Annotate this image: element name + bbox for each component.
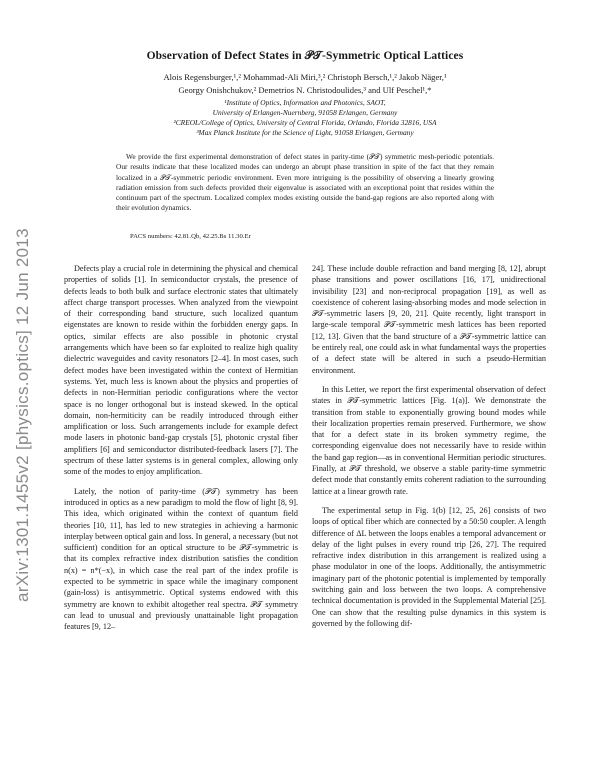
paper-title: Observation of Defect States in 𝒫𝒯-Symmetric Optical Lattices [146, 50, 464, 62]
author-line: Georgy Onishchukov,² Demetrios N. Christodoulides,³ and Ulf Peschel¹,* [178, 84, 432, 95]
affiliation-line: ³Max Planck Institute for the Science of Light, 91058 Erlangen, Germany [196, 128, 414, 137]
body-paragraph: In this Letter, we report the first experimental observation of defect states in 𝒫𝒯-symmetric lattices [Fig. 1(a)]. We demonstrate the transition from stable to exponentially growing bound modes while their localization properties remain preserved. Furthermore, we show that for a defect state in its broken symmetry regime, the corresponding eigenvalue does not necessarily have to reside within the band gap region—as in conventional Hermitian periodic structures. Finally, at 𝒫𝒯 threshold, we observe a stable parity-time symmetric defect mode that constantly emits coherent radiation to the surrounding lattice at a linear growth rate. [312, 384, 546, 496]
right-column [312, 263, 546, 637]
affiliation-line: University of Erlangen-Nuernberg, 91058 Erlangen, Germany [212, 108, 398, 117]
affiliation-line: ²CREOL/College of Optics, University of Central Florida, Orlando, Florida 32816, USA [173, 118, 437, 127]
pacs-numbers: PACS numbers: 42.81.Qb, 42.25.Bs 11.30.Er [130, 233, 251, 240]
author-list [60, 71, 550, 96]
affiliation-list [60, 98, 550, 138]
body-paragraph: Defects play a crucial role in determining the physical and chemical properties of solids [1]. In semiconductor crystals, the presence of defects leads to both bulk and surface electronic states that ultimately affect charge transport processes. When analyzed from the viewpoint of their corresponding band structure, such localized quantum eigenstates are known to reside within the forbidden energy gaps. In optics, similar effects are also possible in photonic crystal arrangements which have been so far exploited to realize high quality dielectric waveguides and cavity resonators [2–4]. In most cases, such defect modes have been investigated within the context of Hermitian systems. Yet, much less is known about the physics and properties of defects in non-Hermitian periodic configurations where the vector space is no longer orthogonal but is instead skewed. In the optical domain, non-hermiticity can be readily introduced through either amplification or loss. Such arrangements include for example defect mode lasers in photonic band-gap crystals [5], photonic crystal fiber amplifiers [6] and semiconductor distributed-feedback lasers [7]. The spectrum of these latter systems is in general complex, allowing only some of the modes to enjoy amplification. [64, 264, 298, 477]
author-line: Alois Regensburger,¹,² Mohammad-Ali Miri,³,² Christoph Bersch,¹,² Jakob Näger,¹ [163, 72, 447, 82]
arxiv-side-stamp [6, 228, 40, 602]
affiliation-line: ¹Institute of Optics, Information and Photonics, SAOT, [224, 98, 386, 107]
arxiv-identifier: arXiv:1301.1455v2 [physics.optics] 12 Jun 2013 [13, 228, 32, 602]
left-column [64, 263, 298, 641]
body-paragraph: The experimental setup in Fig. 1(b) [12, 25, 26] consists of two loops of optical fiber which are connected by a 50:50 coupler. A length difference of ΔL between the loops enables a temporal advancement or delay of the light pulses in every round trip [26, 27]. The required refractive index distribution in this arrangement is realized using a phase modulator in one of the loops. Additionally, the antisymmetric imaginary part of the photonic potential is implemented by temporally switching gain and loss between the two loops. A comprehensive technical documentation is provided in the Supplemental Material [25]. One can show that the resulting pulse dynamics in this system is governed by the following dif- [312, 505, 546, 628]
body-paragraph: 24]. These include double refraction and band merging [8, 12], abrupt phase transitions and power oscillations [16, 17], unidirectional invisibility [23] and non-reciprocal propagation [19], as well as coexistence of coherent lasing-absorbing modes and mode selection in 𝒫𝒯-symmetric lasers [9, 20, 21]. Quite recently, light transport in large-scale temporal 𝒫𝒯-symmetric mesh lattices has been reported [12, 13]. Given that the band structure of a 𝒫𝒯-symmetric lattice can be entirely real, one could ask in what fundamental ways the properties of a defect state will be altered in such a pseudo-Hermitian environment. [312, 264, 546, 375]
body-paragraph: Lately, the notion of parity-time (𝒫𝒯) symmetry has been introduced in optics as a new paradigm to mold the flow of light [8, 9]. This idea, which originated within the context of quantum field theories [10, 11], has led to new strategies in achieving a harmonic interplay between optical gain and loss. In general, a necessary (but not sufficient) condition for an optical structure to be 𝒫𝒯-symmetric is that its complex refractive index distribution satisfies the condition n(x) = n*(−x), in which case the real part of the index profile is expected to be symmetric in space while the imaginary component (gain-loss) is antisymmetric. Optical systems endowed with this symmetry are known to exhibit altogether real spectra. 𝒫𝒯 symmetry can lead to unusual and previously unattainable light propagation features [9, 12– [64, 486, 298, 632]
abstract: We provide the first experimental demonstration of defect states in parity-time (𝒫𝒯) symmetric mesh-periodic potentials. Our results indicate that these localized modes can undergo an abrupt phase transition in spite of the fact that they remain localized in a 𝒫𝒯-symmetric periodic environment. Even more intriguing is the possibility of observing a linearly growing radiation emission from such defects provided their eigenvalue is associated with an exceptional point that resides within the continuum part of the spectrum. Localized complex modes existing outside the band-gap regions are also reported along with their evolution dynamics. [116, 152, 494, 213]
